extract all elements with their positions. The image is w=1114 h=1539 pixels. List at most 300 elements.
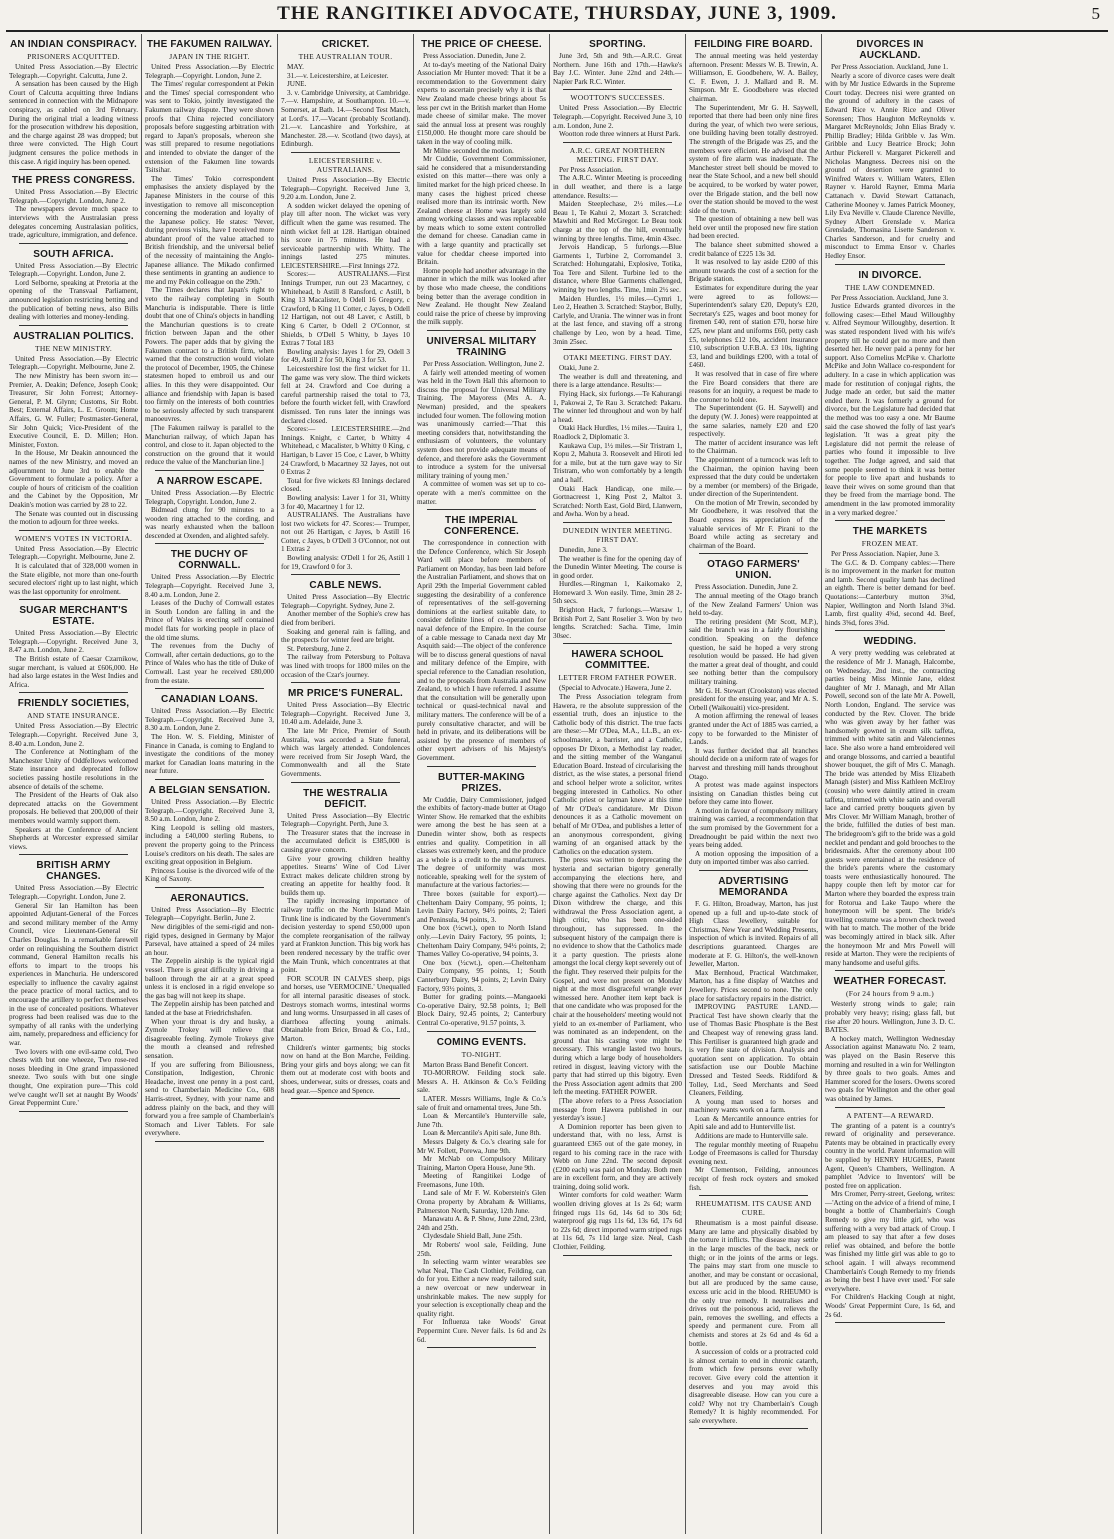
article-divider	[291, 574, 400, 575]
article-paragraph: The appointment of a turncock was left to the Chairman, the opinion having been expressed that the duty could be undertaken by a member (or members) of the Brigade, under direction of the Superintendent.	[689, 455, 818, 499]
article-paragraph: United Press Association.—By Electric Telegraph.—Copyright. Received June 3, 10 a.m. London, June 2.	[553, 104, 682, 130]
article-paragraph: Give your growing children healthy appetites. Stearns' Wine of Cod Liver Extract makes delicate children strong by creating an appetite for healthy food. It builds them up.	[281, 854, 410, 897]
article-heading: FEILDING FIRE BOARD.	[694, 39, 813, 50]
article-subheading: THE LAW CONDEMNED.	[845, 282, 935, 292]
article	[553, 649, 682, 1255]
article-paragraph: F. G. Hilton, Broadway, Marton, has just opened up a full and up-to-date stock of High Class Jewellery, suitable for Christmas, New Year and Wedding Presents, inspection of which is invited. Repairs of all descriptions guaranteed. Charges are moderate at F. G. Hilton's, the well-known Jeweller, Marton.	[689, 900, 818, 969]
article-paragraph: Loan & Mercantile's Apiti sale, June 8th.	[423, 1129, 541, 1138]
article-paragraph: United Press Association.—By Electric Telegraph.—Copyright. Received June 3, 8.47 a.m. London, June 2.	[9, 629, 138, 655]
article	[689, 39, 818, 554]
article-subheading: AND STATE INSURANCE.	[27, 711, 120, 721]
article-paragraph: One box (½cwt.), open to North Island only.—Levin Dairy Factory, 95 points, 1; Cheltenham Dairy Company, 94½ points, 2; Thames Valley Co-operative, 94 points, 3.	[417, 924, 546, 959]
article-paragraph: The regular monthly meeting of Ruapehu Lodge of Freemasons is called for Thursday evening next.	[689, 1140, 818, 1166]
article-paragraph: Mrs Cromer, Perry-street, Geelong, writes:—'Acting on the advice of a friend of mine, I bought a bottle of Chamberlain's Cough Remedy to give my little girl, who was suffering with a very bad attack of Croup. I am pleased to say that after a few doses relief was obtained, and before the bottle was finished my little girl was able to go to school again. I will always recommend Chamberlain's Cough Remedy to my friends as being the best I have ever used.' For sale everywhere.	[825, 1190, 955, 1293]
article-paragraph: It was resolved to lay aside £200 of this amount towards the cost of a section for the Brigade station.	[689, 258, 818, 284]
article-paragraph: A motion affirming the renewal of leases granted under the Act of 1885 was carried, a copy to be forwarded to the Minister of Lands.	[689, 712, 818, 747]
article-paragraph: It was resolved that in case of fire where the Fire Board considers that there are reasons for an inquiry, a request be made to the coroner to hold one.	[689, 369, 818, 404]
article-divider	[427, 1347, 536, 1348]
article-paragraph: The G.C. & D. Company cables:—There is no improvement in the market for mutton and lamb. Second quality lamb has declined an eighth. There is better demand for beef. Quotations:—Canterbury mutton 3⅝d, Napier, Wellington and North Island 3⅝d. Lamb, first quality 4⅝d, second 4d. Beef, hinds 3⅝d, fores 3⅝d.	[825, 558, 955, 627]
article-paragraph: 31.—v. Leicestershire, at Leicester.	[287, 71, 389, 80]
article-subheading: THE AUSTRALIAN TOUR.	[298, 52, 393, 61]
article-paragraph: The A.R.C. Winter Meeting is proceeding in dull weather, and there is a large attendance. Results:—	[553, 174, 682, 200]
article-paragraph: The late Mr Price, Premier of South Australia, was accorded a State funeral, which was largely attended. Condolences were received from Sir Joseph Ward, the Commonwealth and all the State Governments.	[281, 726, 410, 778]
article	[9, 860, 138, 1111]
article-divider	[291, 682, 400, 683]
article-paragraph: Bowling analysis: Laver 1 for 31, Whitty 3 for 40, Macartney 1 for 12.	[281, 493, 410, 511]
article-paragraph: 3. v. Cambridge University, at Cambridge. 7.—v. Hampshire, at Southampton. 10.—v. Somerset, at Bath. 14.—Second Test Match, at Lord's. 17.—Vacant (probably Scotland). 21.—v. Lancashire and Yorkshire, at Manchester. 28.—v. Scotland (two days), at Edinburgh.	[281, 88, 410, 149]
article-paragraph: United Press Association.—By Electric Telegraph.—Copyright. Calcutta, June 2.	[9, 63, 138, 80]
article-paragraph: United Press Association—By Electric Telegraph—Copyright. Sydney, June 2.	[281, 593, 410, 610]
article-divider	[699, 1428, 808, 1429]
article-paragraph: Maiden Steeplechase, 2½ miles.—Le Beau 1, Te Kahui 2, Mozart 3. Scratched: Mawhiti and Red McGregor. Le Beau took charge at the top of the hill, eventually winning by three lengths. Time, 4min 43sec.	[553, 200, 682, 243]
article-heading: WEDDING.	[863, 636, 917, 648]
article-divider	[19, 854, 128, 855]
article-paragraph: Three boxes (suitable for export).—Cheltenham Dairy Company, 95 points, 1; Levin Dairy Factory, 94½ points, 2; Taieri and Peninsula, 94 points, 3.	[417, 890, 546, 924]
article-paragraph: The matter of accident insurance was left to the Chairman.	[689, 438, 818, 456]
article-paragraph: A fairly well attended meeting of women was held in the Town Hall this afternoon to discuss the proposal for Universal Military Training. The Mayoress (Mrs A. A. Newman) presided, and the speakers included four women. The following motion was unanimously carried:—'That this meeting considers that, notwithstanding the enthusiasm of volunteers, the voluntary system does not provide adequate means of defence, and therefore asks the Government to introduce a system for the universal military training of young men.'	[417, 368, 546, 480]
article-paragraph: United Press Association.—By Electric Telegraph—Copyright. Received June 3, 8.40 a.m. London, June 2.	[145, 573, 274, 599]
article-subheading: WOMEN'S VOTES IN VICTORIA.	[14, 533, 133, 543]
article	[281, 39, 410, 153]
article-divider	[19, 169, 128, 170]
article-heading: CRICKET.	[321, 39, 370, 50]
article-paragraph: The weather is fine for the opening day of the Dunedin Winter Meeting. The course is in good order.	[553, 554, 682, 580]
article-paragraph: For Influenza take Woods' Great Peppermint Cure. Never fails. 1s 6d and 2s 6d.	[417, 1318, 546, 1344]
article	[825, 1111, 955, 1324]
article-paragraph: A Dominion reporter has been given to understand that, with no less, Arnst is guaranteed £365 out of the gate money, in regard to his coming race in the race with Webb on June 22nd. The second deposit (£200 each) was paid on Monday. Both men are in excellent form, and they are actively training, doing solid work.	[553, 1122, 682, 1191]
article-divider	[155, 779, 264, 780]
article	[417, 1037, 546, 1349]
article-paragraph: One box (½cwt.), open.—Cheltenham Dairy Company, 95 points, 1; South Canterbury Dairy, 94 points, 2; Levin Dairy Factory, 93½ points, 3.	[417, 958, 546, 993]
article-paragraph: New dirigibles of the semi-rigid and non-rigid types, designed in Germany by Major Parseval, have attained a speed of 24 miles an hour.	[145, 923, 274, 957]
article-divider	[19, 243, 128, 244]
article-paragraph: In selecting warm winter wearables see what Neal, The Cash Clothier, Feilding, can do for you. Either a new ready tailored suit, a new overcoat or new underwear in unshrinkable makes. The new supply for your selection is exceptionally cheap and the quality right.	[417, 1258, 546, 1318]
article-paragraph: The annual meeting was held yesterday afternoon. Present: Messrs W. B. Trewin, A. Williamson, E. Goodbehere, W. A. Bailey, C. F. Ewen, J. J. Mallard and R. M. Simpson. Mr E. Goodbehere was elected chairman.	[689, 52, 818, 103]
article-divider	[563, 349, 672, 350]
article-paragraph: June 3rd, 5th and 9th.—A.R.C. Great Northern. June 16th and 17th.—Hawke's Bay J.C. Winter. June 22nd and 24th.—Napier Park R.C. Winter.	[553, 52, 682, 86]
article-paragraph: The Zeppelin airship has been patched and landed at the base at Friedrichshafen.	[145, 1000, 274, 1017]
article-paragraph: The question of obtaining a new bell was held over until the proposed new fire station had been erected.	[689, 215, 818, 241]
article-paragraph: The railway from Petersburg to Poltava was lined with troops for 1800 miles on the occasion of the Czar's journey.	[281, 653, 410, 679]
article-paragraph: United Press Association.—By Electric Telegraph.—Copyright. London, June 2.	[9, 261, 138, 279]
article-paragraph: Loan & Mercantile's Hunterville sale, June 7th.	[417, 1112, 546, 1129]
article-paragraph: For Children's Hacking Cough at night, Woods' Great Peppermint Cure, 1s 6d, and 2s 6d.	[825, 1293, 955, 1319]
article-paragraph: United Press Association.—By Electric Telegraph.—Copyright. Received June 3, 8.30 a.m. London, June 2.	[145, 707, 274, 733]
article-paragraph: Two lovers with one evil-same cold, Two chests with but one wheeze, Two rose-red noses bleeding in One grand impassioned sneeze. Two souls with but one single thought, One expiration pure—'This cold we've caught we'll set at naught By Woods' Great Peppermint Cure.'	[9, 1047, 138, 1108]
article-paragraph: If you are suffering from Biliousness, Constipation, Indigestion, Chronic Headache, invest one penny in a post card, send to Chamberlain Medicine Co., 608 Harris-street, Sydney, with your name and address plainly on the back, and they will forward you a free sample of Chamberlain's Stomach and Liver Tablets. For sale everywhere.	[145, 1060, 274, 1138]
article-paragraph: United Press Association.—By Electric Telegraph.—Copyright. London, June 2.	[145, 63, 274, 80]
article-paragraph: The weather is dull and threatening, and there is a large attendance. Results:—	[553, 372, 682, 390]
article	[281, 788, 410, 1100]
article-paragraph: (Special to Advocate.) Hawera, June 2.	[559, 684, 672, 693]
article-paragraph: Mr Clementson, Feilding, announces receipt of fresh rock oysters and smoked fish.	[689, 1166, 818, 1192]
newspaper-title: THE RANGITIKEI ADVOCATE, THURSDAY, JUNE 3, 1909.	[277, 3, 837, 24]
article-paragraph: Mr Roberts' wool sale, Feilding, June 25th.	[417, 1241, 546, 1258]
article-paragraph: The revenues from the Duchy of Cornwall, after certain deductions, go to the Prince of Wales who has the title of Duke of Cornwall. Last year he received £80,000 from the estate.	[145, 642, 274, 685]
article-paragraph: Per Press Association. Auckland, June 3.	[831, 293, 948, 302]
article-heading: FRIENDLY SOCIETIES,	[17, 698, 130, 710]
article-paragraph: AUSTRALIANS. The Australians have lost two wickets for 47. Scores:— Trumper, not out 26 Hartigan, c Jayes, b Astill 16 Cotter, c Jayes, b O'Dell 3 O'Connor, not out 1 Extras 2	[281, 511, 410, 554]
article-paragraph: The Times' Tokio correspondent emphasises the anxiety displayed by the Japanese Ministers in the course of this investigation to remove all misconception concerning the moderation and loyalty of the Japanese policy. He states: 'Never, during previous visits, have I received more abundant proof of the value attached to British friendship, and the universal belief of the necessity of maintaining the Anglo-Japanese alliance. The Mikado confirmed these sentiments in granting an audience to me and my Pekin colleague on the 29th.'	[145, 174, 274, 286]
article	[281, 688, 410, 782]
article-divider	[155, 1141, 264, 1142]
article-paragraph: [The above refers to a Press Association message from Hawera published in our yesterday's issue.]	[553, 1096, 682, 1123]
article-heading: A NARROW ESCAPE.	[156, 475, 263, 487]
article	[145, 476, 274, 545]
article-paragraph: Press Association. Dunedin, June 2.	[423, 52, 526, 60]
article-paragraph: Leases of the Duchy of Cornwall estates in South London are falling in and the Prince of Wales is erecting self contained model flats for working people in place of the old time slums.	[145, 599, 274, 642]
article-paragraph: A sodden wicket delayed the opening of play till after noon. The wicket was very difficult when the game was resumed. The ninth wicket fell at 128. Hartigan obtained his score in 75 minutes. He had a serviceable partnership with Whitty. The innings lasted 275 minutes. LEICESTERSHIRE.—First Innings 272.	[281, 201, 410, 270]
article-divider	[19, 599, 128, 600]
article-paragraph: Per Press Association. Wellington, June 2.	[423, 360, 545, 368]
article-paragraph: The Senate was counted out in discussing the motion to adjourn for three weeks.	[9, 509, 138, 527]
article-divider	[835, 1322, 945, 1323]
article-paragraph: St. Petersburg, June 2.	[287, 644, 352, 653]
article-paragraph: Otaki Hack Hurdles, 1½ miles.—Tauira 1, Roadlock 2, Diplomatic 3.	[553, 424, 682, 441]
article-paragraph: Land sale of Mr F. W. Koberstein's Glen Orona property by Abraham & Williams, Palmerston North, Saturday, 12th June.	[417, 1189, 546, 1215]
article	[9, 175, 138, 244]
news-column	[686, 34, 822, 1534]
article-paragraph: Press Association. Dunedin, June 2.	[695, 583, 798, 592]
article	[825, 526, 955, 631]
article-paragraph: LATER. Messrs Williams, Ingle & Co.'s sale of fruit and ornamental trees, June 5th.	[417, 1094, 546, 1112]
article-paragraph: Winter comforts for cold weather: Warm woollen driving gloves at 1s 2s 6d; warm fringed rugs 11s 6d, 14s 6d to 30s 6d; waterproof gig rugs 11s 6d, 13s 6d, 17s 6d to 22s 6d; direct imported warm striped rugs at 11s 6d, 7s 11d large size. Neal, Cash Clothier, Feilding.	[553, 1191, 682, 1252]
article-divider	[19, 325, 128, 326]
news-column	[822, 34, 958, 1534]
article-paragraph: United Press Association.—By Electric Telegraph.—Copyright. Received June 3, 8.40 a.m. London, June 2.	[9, 722, 138, 748]
article-heading: THE PRESS CONGRESS.	[11, 175, 136, 187]
article-paragraph: Loan & Mercantile announce entries for Apiti sale and add to Hunterville list.	[689, 1114, 818, 1132]
article-paragraph: A motion in favour of compulsory military training was carried, a recommendation that the sum promised by the Government for a Dreadnought be paid within the next two years being added.	[689, 806, 818, 850]
article-paragraph: The Hon. W. S. Fielding, Minister of Finance in Canada, is coming to England to investigate the conditions of the money market for Canadian loans maturing in the near future.	[145, 732, 274, 776]
article-divider	[19, 692, 128, 693]
article-paragraph: Messrs Dalgety & Co.'s clearing sale for Mr W. Follett, Porewa, June 9th.	[417, 1137, 546, 1155]
article-divider	[699, 553, 808, 554]
article-paragraph: Mr G. H. Stewart (Crookston) was elected president for the ensuing year, and Mr A. S. Orbell (Waikouaiti) vice-president.	[689, 686, 818, 712]
article	[9, 698, 138, 855]
article-paragraph: The Zeppelin airship is the typical rigid vessel. There is great difficulty in driving a balloon through the air at a great speed unless it is enclosed in a rigid envelope so the gas bag will not keep its shape.	[145, 957, 274, 1000]
article-paragraph: Home people had another advantage in the manner in which the milk was looked after by those who made cheese, the conditions being better than the average condition in New Zealand. He thought New Zealand could raise the price of cheese by improving the milk supply.	[417, 266, 546, 327]
article-paragraph: United Press Association.—By Electric Telegraph.—Copyright. London, June 2.	[9, 884, 138, 901]
article-paragraph: Per Press Association.	[559, 165, 623, 174]
article-heading: IN DIVORCE.	[858, 269, 922, 281]
article	[9, 534, 138, 601]
article-paragraph: JUNE.	[287, 80, 307, 89]
article-paragraph: The Times declares that Japan's right to veto the railway completing in South Manchuria is indisputable. There is little doubt that one of China's objects in handling the Manchurian questions is to create friction between Japan and the other Powers. The paper adds that by giving the Fakumen contract to a British firm, when warned that the construction would violate the protocol of December, 1905, the Chinese statesmen hoped to embroil us and our allies. In this they were disappointed. Our alliance and friendship with Japan is based too firmly on the interests of both countries to be seriously affected by such transparent manoeuvres.	[145, 286, 274, 424]
article-divider	[291, 1098, 400, 1099]
article-heading: OTAGO FARMERS' UNION.	[707, 559, 800, 582]
article-paragraph: Maiden Hurdles, 1½ miles.—Cymri 1, Leo 2, Heathen 3. Scratched: Staybor, Bully, Carlyle, and Urania. The winner was in front at the last fence, and staving off a strong challenge by Leo, won by a head. Time, 3min 25sec.	[553, 294, 683, 346]
article-divider	[835, 520, 945, 521]
masthead	[6, 0, 1108, 32]
article-paragraph: In the House, Mr Deakin announced the names of the new Ministry, and moved an adjournment to June 3rd to enable the Government to formulate a policy. After a couple of hours of criticism of the coalition and the Cabinet by the Opposition, Mr Deakin's motion was carried by 28 to 22.	[9, 449, 138, 509]
article-paragraph: A very pretty wedding was celebrated at the residence of Mr J. Managh, Halcombe, on Wednesday, 2nd inst., the contracting parties being Miss Minnie Jane, eldest daughter of Mr J. Managh, and Mr Allan Powell, second son of the late Mr A. Powell, North London, England. The service was conducted by the Rev. Clover. The bride who was given away by her father was handsomely gowned in cream silk taffeta, trimmed with white satin and Valenciennes lace. She also wore a hand embroidered veil and orange blossoms, and carried a beautiful shower bouquet, the gift of Mrs C. Managh. The bride was attended by Miss Elizabeth Managh (sister) and Miss Kathleen McElroy (cousin) who were daintily attired in cream taffeta, trimmed with white satin and overall lace and carried pretty bouquets given by Mrs Clover. Mr William Managh, brother of the bride, fulfilled the duties of best man. The bridegroom's gift to the bride was a gold necklet and pendant and gold brooches to the bridesmaids. After the ceremony about 100 guests were entertained at the residence of the bride's parents where the customary toasts were enthusiastically honoured. The happy couple then left by motor car for Marton where they boarded the express train for Rotorua and Lake Taupo where the honeymoon will be spent. The bride's travelling costume was a brown check tweed with hat to match. The mother of the bride was becomingly attired in black silk. After the honeymoon Mr and Mrs Powell will reside at Marton. They were the recipients of many handsome and useful gifts.	[825, 649, 955, 967]
article-heading: THE PRICE OF CHEESE.	[421, 39, 542, 50]
article	[281, 580, 410, 683]
article-divider	[427, 1031, 536, 1032]
article-divider	[563, 142, 672, 143]
article	[145, 39, 274, 471]
article-subheading: (For 24 hours from 9 a.m.)	[846, 989, 934, 999]
article-heading: MR PRICE'S FUNERAL.	[287, 688, 404, 700]
article-divider	[563, 643, 672, 644]
article-subheading: THE NEW MINISTRY.	[34, 343, 113, 353]
article-heading: BRITISH ARMY CHANGES.	[36, 860, 111, 883]
article-paragraph: United Press Association—By Electric Telegraph—Copyright. Received June 3, 10.40 a.m. Adelaide, June 3.	[281, 701, 410, 727]
article-subheading: DUNEDIN WINTER MEETING. FIRST DAY.	[562, 525, 673, 544]
article-heading: THE MARKETS	[852, 526, 928, 538]
article-heading: AUSTRALIAN POLITICS.	[13, 330, 134, 342]
article-subheading: FROZEN MEAT.	[861, 539, 919, 549]
article-divider	[427, 330, 536, 331]
article-heading: SUGAR MERCHANT'S ESTATE.	[19, 605, 128, 628]
article-paragraph: A hockey match, Wellington Wednesday Association against Manawatu No. 2 team, was played on the Basin Reserve this morning and resulted in a win for Wellington by three goals to two goals. Ames and Hammer scored for the losers. Owens scored two goals for Wellington and the other goal was obtained by James.	[825, 1034, 955, 1103]
article-paragraph: MAY.	[287, 63, 304, 71]
article	[417, 515, 546, 766]
article-paragraph: When your throat is dry and husky, a Zymole Trokey will relieve that disagreeable feeling. Zymole Trokeys give the mouth a cleansed and refreshed sensation.	[145, 1017, 274, 1060]
article-subheading: WOOTTON'S SUCCESSES.	[570, 93, 665, 103]
article-paragraph: United Press Association—By Electric Telegraph—Copyright. Received June 3, 9.20 a.m. London, June 2.	[281, 175, 410, 202]
article-subheading: TO-NIGHT.	[461, 1049, 502, 1059]
article-paragraph: The new Ministry has been sworn in:—Premier, A. Deakin; Defence, Joseph Cook; Treasurer, Sir John Forrest; Attorney-General, P. M. Glynn; Customs, Sir Robt. Best; External Affairs, L. E. Groom; Home Affairs, G. W. Fuller; Postmaster-General, Sir John Quick; Vice-President of the Executive Council, E. D. Millen; Hon. Minister, Foxton.	[9, 372, 138, 449]
article-paragraph: The Conference at Nottingham of the Manchester Unity of Oddfellows welcomed State insurance and deprecated follow societies passing hostile resolutions in the absence of details of the scheme.	[9, 748, 138, 791]
article-paragraph: Nearly a score of divorce cases were dealt with by Mr Justice Edwards in the Supreme Court today. Decrees nisi were granted on the ground of adultery in the cases of Edward Rice v. Annie Rice and Oliver Sorensen; Thos Haughton McReynolds v. Margaret McReynolds; John Elias Brady v. Phillip Bradley; Hilda Gribble v. Jas Wm. Gribble and Lucy Beatrice Brock; John Arthur Pickerell v. Margaret Pickerell and Nicholas Mangness. Decrees nisi on the ground of desertion were granted to Winifred Waters v. William Waters, Ellen Rayner v. Harold Rayner, Emma Maria Cattanach v. David Stewart Cattanach, Catherine Mooney v. James Patrick Mooney, Lily Eva Neville v. Claude Clarence Neville, Sydney Albert Grenslade v. Marica Grenslade, Thomasina Lisette Sanderson v. Charles Sanderson, and for cruelty and misconduct to Emma Ensor v. Charles Hedley Ensor.	[825, 71, 955, 261]
article-paragraph: TO-MORROW. Feilding stock sale. Messrs A. H. Atkinson & Co.'s Feilding sale.	[417, 1069, 546, 1095]
article-paragraph: Another member of the Sophie's crew has died from beriberi.	[281, 610, 410, 628]
article-paragraph: Justice Edwards granted divorces in the following cases:—Ethel Maud Willoughby v. Alfred Seymour Willoughby, desertion. It was stated respondent lived with his wife's property till he could get no more and then deserted her. He never paid a penny for her support. Also Cornelius McPike v. Charlotte McPike and John Wallace co-respondent for adultery. In a case in which application was made for restitution of conjugal rights, the Judge made an order, but said the matter ended there. It was formerly a ground for divorce, but the Legislature had decided that the method was too easy a one. Mr Baume said the case showed the folly of last year's legislation. 'It was a great pity the Legislature did not permit the release of parties who found it impossible to live together. The Judge agreed, and said that some people seemed to think it was better for people to live apart and husbands to leave their wives on some ground than that they be freed from the marriage bond. The amendment in the law promoted immorality in a very marked degree.'	[825, 302, 955, 517]
article-heading: HAWERA SCHOOL COMMITTEE.	[571, 649, 664, 672]
article	[417, 39, 546, 331]
article-paragraph: Manawatu A. & P. Show, June 22nd, 23rd, 24th and 25th.	[417, 1215, 546, 1232]
article-heading: THE DUCHY OF CORNWALL.	[170, 549, 249, 572]
article-paragraph: Princess Louise is the divorced wife of the King of Saxony.	[145, 866, 274, 884]
article	[553, 353, 682, 523]
article-divider	[835, 970, 945, 971]
article-paragraph: Bowling analysis: O'Dell 1 for 26, Astill 1 for 19, Crawford 0 for 3.	[281, 554, 410, 571]
article-paragraph: A sensation has been caused by the High Court of Calcutta acquitting three Indians sentenced in connection with the Midnapore conspiracy, as cabled on 3rd February. During the original trial a leading witness for the prosecution withdrew his deposition, and the charge against 28 was dropped; but three were convicted. The High Court judgment censures the police methods in this case. A rigid inquiry has been opened.	[9, 80, 138, 166]
article	[145, 549, 274, 689]
news-columns	[6, 34, 1108, 1534]
article-subheading: RHEUMATISM. ITS CAUSE AND CURE.	[695, 1199, 812, 1218]
article-heading: THE IMPERIAL CONFERENCE.	[444, 515, 519, 538]
article-paragraph: Otaki Hack Handicap, one mile.—Gortnacreest 1, King Post 2, Maltot 3. Scratched: North East, Gold Bird, Llanwern, and Awha. Won by a head.	[553, 484, 682, 519]
article-paragraph: On the motion of Mr Trewin, seconded by Mr Goodbehere, it was resolved that the Board express its appreciation of the valuable services of Mr F. Pirani to the Board while acting as secretary and chairman of the Board.	[689, 498, 818, 550]
article-divider	[835, 630, 945, 631]
article-paragraph: Bowling analysis: Jayes 1 for 29, Odell 3 for 49, Astill 2 for 50, King 3 for 53.	[281, 347, 410, 365]
article-subheading: OTAKI MEETING. FIRST DAY.	[563, 353, 672, 363]
page-number: 5	[1091, 4, 1100, 23]
article-paragraph: Mr McNab on Compulsory Military Training, Marton Opera House, June 9th.	[417, 1155, 546, 1172]
article-paragraph: Estimates for expenditure during the year were agreed to as follows:—Superintendent's salary £20, Deputy's £20, Secretary's £25, wages and boot money for firemen £40, rent of station £70, horse hire £25, new plant and uniforms £60, petty cash £5, telephones £12 10s, accident insurance £10, subscription U.F.B.A. £3 10s, lighting £3, land and buildings £200, with a total of £460.	[689, 284, 818, 370]
article-paragraph: The Superintendent (G. H. Saywell) and the deputy (W. J. Jones) were reappointed at the same salaries, namely £20 and £20 respectively.	[689, 404, 818, 439]
article-heading: AERONAUTICS.	[170, 892, 249, 904]
article	[9, 331, 138, 531]
article-paragraph: The Superintendent, Mr G. H. Saywell, reported that there had been only nine fires during the year, of which two were serious, one building having been totally destroyed. The strength of the Brigade was 25, and the members were efficient. He advised that the system of fire alarm was inadequate. The Manchester street bell should be moved to near the State School, and a new bell should be acquired, to be worked by water power, over the Brigade station, and the bell now over the station should be moved to the west side of the town.	[689, 103, 818, 215]
article-paragraph: The correspondence in connection with the Defence Conference, which Sir Joseph Ward will place before members of Parliament on Monday, has been laid before the Australian Parliament, and shows that on April 29th the Imperial Government cabled suggesting the desirability of a conference of representatives of the self-governing dominions at the earliest suitable date, to consider definite lines of co-operation for naval defence of the Empire. In the course of a cable message to Canada next day Mr Asquith said:—The object of the conference will be to discuss general questions of naval and military defence of the Empire, with special reference to the Canadian resolution, and to the proposals from Australia and New Zealand, to which I have referred. I assume that the consultation will be generally upon technical or quasi-technical naval and military matters. The conference will be of a purely consultative character, and will be held in private, and its deliberations will be assisted by the presence of members of other expert advisers of his Majesty's Government.	[417, 539, 546, 762]
article-paragraph: United Press Association.—By Electric Telegraph.—Copyright. London, June 2.	[9, 188, 138, 205]
article-paragraph: The Press Association telegram from Hawera, re the absolute suppression of the essential truth, does an injustice to the Catholic body of this district. The true facts are these:—Mr O'Dea, M.A., LL.B., an ex-schoolmaster, a barrister, and a Catholic, opposes Dr Dixon, a Methodist lay reader, and the sitting member of the Wanganui Education Board. Instead of circularising the district, as the wise states, a personal friend and school helper wrote a solicitor, writes begging interested in Catholics. No other Catholic priest or layman knew at this time of Mr O'Dea's candidature. Mr Dixon denounces it as a Catholic movement on behalf of Mr O'Dea, and publishes a letter of an anonymous correspondent, giving warning of an organised attack by the Catholics on the education system.	[553, 693, 682, 856]
article-subheading: PRISONERS ACQUITTED.	[27, 52, 120, 61]
article-paragraph: Soaking and general rain is falling, and the prospects for winter feed are bright.	[281, 627, 410, 645]
article-heading: THE WESTRALIA DEFICIT.	[303, 787, 388, 810]
article-paragraph: A committee of women was set up to co-operate with a men's committee on the matter.	[417, 480, 546, 506]
news-column	[142, 34, 278, 1534]
article-paragraph: Hurdles.—Ringman 1, Kaikomako 2, Homeward 3. Won easily. Time, 3min 28 2-5th secs.	[553, 580, 682, 606]
article-paragraph: A young man used to horses and machinery wants work on a farm.	[689, 1097, 818, 1115]
article	[9, 249, 138, 326]
article-paragraph: Flying Hack, six furlongs.—Te Kahurangi 1, Pakowai 2, Te Rau 3. Scratched: Pakaru. The winner led throughout and won by half a head.	[553, 390, 682, 424]
article-divider	[155, 688, 264, 689]
article-paragraph: It was further decided that all branches should decide on a uniform rate of wages for harvest and threshing mill hands throughout Otago.	[689, 746, 818, 781]
article-paragraph: Per Press Association. Napier, June 3.	[831, 550, 940, 559]
article-paragraph: Max Bernhoud, Practical Watchmaker, Marton, has a fine display of Watches and Jewellery. Prices second to none. The only place for satisfactory repairs in the district.	[689, 968, 818, 1003]
article-paragraph: The President of the Hearts of Oak also deprecated attacks on the Government proposals. He believed that 200,000 of their members would warmly support them.	[9, 791, 138, 825]
article-heading: THE FAKUMEN RAILWAY.	[146, 39, 273, 50]
article-paragraph: Kaukawa Cup, 1½ miles.—Sir Tristram 1, Kopu 2, Mahuta 3. Roosevelt and Hiroti led for a mile, but at the turn gave way to Sir Tristram, who won comfortably by a length and a half.	[553, 441, 682, 484]
article-heading: UNIVERSAL MILITARY TRAINING	[426, 336, 537, 358]
article-paragraph: Speakers at the Conference of Ancient Shepherds at Worcester expressed similar views.	[9, 825, 138, 851]
article-paragraph: Clydesdale Shield Ball, June 25th.	[423, 1232, 523, 1241]
article	[689, 559, 818, 871]
article-paragraph: The press was written to deprecating the hysteria and sectarian bigotry generally accompanying the elections here, and showing that there were no grounds for the charge against the Catholics. Next day Dr Dixon withdrew the charge, and this withdrawal the Press Association agent, a high critic, who has been one-sided throughout, has suppressed. In the subsequent history of the campaign there is no evidence to show that the Catholics made it a party question. The priests alone amongst the local clergy kept severely out of the fight. They reserved their pulpits for the Gospel, and were not present on Monday night at the most disgraceful wrangle ever witnessed here. Another item kept back is that one candidate who was proposed for the chair at the householders' meeting would not yield to an ex-member of Parliament, who was nominated as an independent, on the ground that his casting vote might be necessary. This wrangle lasted two hours, during which a large body of householders retired in disgust, leaving victory with the party that had stirred up this bigotry. Even the Press Association agent admits that 200 left the meeting. FATHER POWER.	[553, 856, 683, 1097]
article-paragraph: The rapidly increasing importance of railway traffic on the North Island Main Trunk line is indicated by the Government's decision yesterday to spend £50,000 upon the complete reorganisation of the railway yard at Frankton Junction. This big work has been rendered necessary by the traffic over the Main Trunk, which concentrates at that point.	[281, 897, 410, 975]
article-heading: CANADIAN LOANS.	[161, 694, 258, 706]
article-divider	[563, 1255, 672, 1256]
article-subheading: JAPAN IN THE RIGHT.	[169, 52, 250, 61]
news-column	[414, 34, 550, 1534]
article-paragraph: Mr Cuddie, Dairy Commissioner, judged the exhibits of factory-made butter at Otago Winter Show. He remarked that the exhibits were among the best he has seen at a Dunedin winter show, both as respects entries and quality. Competition in all classes was extremely keen, and the produce as a whole is a credit to the manufacturers. The degree of uniformity was most noticeable, speaking well for the system of manufacture at the various factories:—	[417, 795, 546, 890]
article-subheading: A.R.C. GREAT NORTHERN MEETING. FIRST DAY.	[569, 145, 666, 164]
article-divider	[427, 766, 536, 767]
article-divider	[19, 530, 128, 531]
article-paragraph: The British estate of Caesar Czarnikow, sugar merchant, is valued at £606,000. He had also large estates in the West Indies and Africa.	[9, 655, 138, 689]
article	[417, 336, 546, 510]
article-heading: AN INDIAN CONSPIRACY.	[10, 39, 137, 50]
news-column	[550, 34, 686, 1534]
article-subheading: LETTER FROM FATHER POWER.	[558, 673, 677, 683]
news-column	[278, 34, 414, 1534]
article-paragraph: Scores:— AUSTRALIANS.—First Innings Trumper, run out 23 Macartney, c Whitehead, b Astill 8 Ransford, c Astill, b King 13 Macalister, b Odell 16 Gregory, c Crawford, b King 11 Cotter, c Jayes, b Odell 12 Hartigan, not out 48 Laver, c Astill, b King 6 Carter, b Odell 2 O'Connor, st Shields, b O'Dell 5 Whitty, b Jayes 10 Extras 7 Total 183	[281, 270, 410, 348]
article-divider	[835, 1107, 945, 1108]
article-paragraph: Leicestershire lost the first wicket for 11. The game was very slow. The third wickets fell at 24. Crawford and Coe during a careful partnership raised the total to 73, before the fourth wicket fell, with Crawford dismissed. Ten runs later the innings was declared closed.	[281, 365, 410, 425]
article-subheading: A PATENT—A REWARD.	[846, 1110, 934, 1120]
article-paragraph: Scores:— LEICESTERSHIRE.—2nd Innings. Knight, c Carter, b Whitty 4 Whitehead, c Macalister, b Whitty 0 King, c Hartigan, b Laver 15 Coe, c Laver, b Whitty 24 Crawford, b Macartney 32 Jayes, not out 0 Extras 2	[281, 425, 410, 477]
article-paragraph: General Sir Ian Hamilton has been appointed Adjutant-General of the Forces and second military member of the Army Council, vice Lieutenant-General Sir Charles Douglas. In a remarkable farewell order on relinquishing the Southern district command, General Hamilton recalls his efforts to impart to the troops his experiences in Manchuria. He underscored especially to influence the cavalry against the peace practice of moral tactics, and to encourage the artillery to perfect themselves in the use of concealed positions. Whatever progress had been realised was due to the sympathy of all ranks with the underlying aim, namely, preparedness and efficiency for war.	[9, 901, 138, 1048]
article-heading: ADVERTISING MEMORANDA	[718, 876, 789, 899]
article-heading: CABLE NEWS.	[309, 580, 382, 592]
article-paragraph: IMPROVING PASTURE LAND.—Practical Test have shown clearly that the use of Thomas Basic Phosphate is the Best and Cheapest way of renewing grass land. This Fertiliser is guaranteed high grade and is very fine state of division. Analysis and quotation sent on application. To obtain satisfaction use our Double Machine Dressed and Tested Seeds. Riddiford & Tolley, Ltd., Seed Merchants and Seed Cleaners, Feilding.	[689, 1003, 818, 1098]
article-paragraph: United Press Association.—By Electric Telegraph.—Copyright. Melbourne, June 2.	[9, 544, 138, 562]
article	[825, 39, 955, 265]
article	[553, 39, 682, 90]
article-paragraph: United Press Association.—By Electric Telegraph.—Copyright. Melbourne, June 2.	[9, 354, 138, 372]
article-heading: SPORTING.	[589, 39, 646, 50]
article-heading: COMING EVENTS.	[436, 1036, 527, 1048]
article-heading: A BELGIAN SENSATION.	[148, 784, 271, 796]
article-paragraph: A succession of colds or a protracted cold is almost certain to end in chronic catarrh, from which few persons ever wholly recover. Give every cold the attention it deserves and you may avoid this disagreeable disease. How can you cure a cold? Why not try Chamberlain's Cough Remedy? It is highly recommended. For sale everywhere.	[689, 1348, 818, 1425]
article-divider	[291, 152, 400, 153]
article-paragraph: Jervois Handicap, 5 furlongs.—Blue Garments 1, Turbine 2, Corromandel 3. Scratched: Hohungatahi, Explosive, Totika, Toa Tere and Silent. Turbine led to the distance, where Blue Garments challenged, winning by two lengths. Time, 1min 2½ sec.	[553, 243, 682, 295]
article-paragraph: A motion opposing the imposition of a duty on imported timber was also carried.	[689, 849, 818, 867]
article-paragraph: King Leopold is selling old masters, including a £40,000 sterling Rubens, to prevent the property going to the Princess Louise's creditors on his death. The sales are exciting great opposition in Belgium.	[145, 823, 274, 867]
article-paragraph: The annual meeting of the Otago branch of the New Zealand Farmers' Union was held to-day.	[689, 592, 818, 618]
article-paragraph: Butter for grading points.—Mangaoeki Co-operative Dairy, 92.58 points, 1; Bell Block Dairy, 92.45 points, 2; Canterbury Central Co-operative, 91.57 points, 3.	[417, 993, 546, 1027]
article-divider	[155, 543, 264, 544]
article-heading: WEATHER FORECAST.	[833, 976, 947, 988]
article	[9, 39, 138, 170]
article-subheading: LEICESTERSHIRE v. AUSTRALIANS.	[308, 155, 383, 174]
article	[145, 893, 274, 1142]
article	[145, 785, 274, 888]
article-heading: BUTTER-MAKING PRIZES.	[437, 771, 526, 794]
article-heading: DIVORCES IN AUCKLAND.	[856, 39, 924, 61]
article-paragraph: Mr Milne seconded the motion.	[423, 146, 514, 155]
article-paragraph: FOR SCOUR IN CALVES sheep, pigs and horses, use 'VERMOCINE.' Unequalled for all internal parasitic diseases of stock. Destroys stomach worms, intestinal worms and lung worms. Unsurpassed in all cases of diarrhoea affecting young animals. Obtainable from Brice, Broad & Co., Ltd., Marton.	[281, 974, 410, 1043]
article	[417, 772, 546, 1032]
news-column	[6, 34, 142, 1534]
article	[553, 526, 682, 645]
article-paragraph: The balance sheet submitted showed a credit balance of £225 13s 3d.	[689, 241, 818, 258]
article-paragraph: It is calculated that of 328,000 women in the State eligible, not more than one-fourth secured electors' right up to last night, which was the last opportunity for enrolment.	[9, 561, 138, 596]
article-paragraph: At to-day's meeting of the National Dairy Association Mr Hunter moved: That it be a recommendation to the Government dairy experts to ascertain precisely why it is that New Zealand made cheese brings about 5s less per cwt in the British market than Home made cheese of similar make. The mover said the annual loss at present was roughly £150,000. He thought more care should be taken in the way of cooling milk.	[417, 60, 546, 146]
article-paragraph: Bidmead clung for 90 minutes to a wooden ring attached to the cording, and was nearly exhausted when the balloon descended at Oxenden, and alighted safely.	[145, 506, 274, 540]
article	[553, 146, 682, 350]
article	[825, 636, 955, 971]
article	[825, 976, 955, 1107]
article-divider	[699, 1195, 808, 1196]
article	[553, 93, 682, 142]
article-divider	[19, 1111, 128, 1112]
article-paragraph: Marton Brass Band Benefit Concert.	[423, 1060, 529, 1069]
article-divider	[563, 89, 672, 90]
article-paragraph: Dunedin, June 3.	[559, 545, 608, 554]
article	[145, 694, 274, 780]
article-paragraph: Rheumatism is a most painful disease. Many are lame and physically disabled by the torture it inflicts. The disease may settle in the large muscles of the back, neck or thigh; or in the joints of the arms or legs. The pains may start from one muscle to another, and may be constant or occasional, but all are produced by the same cause, excess uric acid in the blood. RHEUMO is the only true remedy. It neutralises and drives out the poisonous acid, relieves the pain, removes the swelling, and effects a speedy and permanent cure. From all chemists and stores at 2s 6d and 4s 6d a bottle.	[689, 1219, 818, 1348]
article-divider	[291, 782, 400, 783]
article-paragraph: The retiring president (Mr Scott, M.P.), said the branch was in a fairly flourishing condition. Speaking on the defence question, he said he hoped a very strong resolution would be passed. He had given the matter a great deal of thought, and could see nothing better than the compulsory military training.	[689, 617, 818, 686]
article-paragraph: United Press Association.—By Electric Telegraph, Copyright. London, June 2.	[145, 488, 274, 506]
article-paragraph: A protest was made against inspectors insisting on Canadian thistles being cut before they came into flower.	[689, 781, 818, 807]
article-paragraph: United Press Association.—By Electric Telegraph.—Copyright. Received June 3, 8.50 a.m. London, June 2.	[145, 797, 274, 824]
article-paragraph: The newspapers devote much space to interviews with the Australasian press delegates concerning Australasian politics, trade, agriculture, immigration, and defence.	[9, 205, 138, 240]
article-paragraph: [The Fakumen railway is parallel to the Manchurian railway, of which Japan has control, and close to it. Japan objected to the construction on the ground that it would reduce the value of the Manchurian line.]	[145, 423, 274, 467]
article-divider	[563, 522, 672, 523]
article-paragraph: Per Press Association. Auckland, June 1.	[831, 63, 948, 71]
article-paragraph: Mr Cuddie, Government Commissioner, said he considered that a misunderstanding existed on this matter—there was only a limited market for the high priced cheese. In many cases the highest priced cheese realised more than its intrinsic worth. New Zealand cheese at Home was largely sold among working classes and was replaceable by meats which to some extent controlled the demand for cheese. Canadian came in with a large quantity and practically set value for cheddar cheese imported into Britain.	[417, 155, 546, 267]
article	[9, 605, 138, 693]
article-paragraph: Lord Selborne, speaking at Pretoria at the opening of the Transvaal Parliament, announced legislation restricting betting and the publication of betting news, also Bills dealing with lotteries and money-lending.	[9, 278, 138, 322]
article	[825, 270, 955, 521]
article-paragraph: The Treasurer states that the increase in the accumulated deficit is £385,000 is causing grave concern.	[281, 828, 410, 854]
article-paragraph: United Press Association—By Electric Telegraph—Copyright. Berlin, June 2.	[145, 905, 274, 923]
article-divider	[155, 470, 264, 471]
article-paragraph: Otaki, June 2.	[559, 364, 599, 373]
article-paragraph: Westerly strong winds to gale; rain probably very heavy; rising; glass fall, but rise after 20 hours. Wellington, June 3. D. C. BATES.	[825, 1000, 955, 1035]
article-paragraph: Meeting of Rangitikei Lodge of Freemasons, June 10th.	[417, 1172, 546, 1189]
article-divider	[155, 887, 264, 888]
article-paragraph: Brighton Hack, 7 furlongs.—Warsaw 1, British Port 2, Sant Roselier 3. Won by two lengths. Scratched: Sacha. Time, 1min 30sec.	[553, 606, 682, 640]
article	[281, 156, 410, 575]
article-paragraph: United Press Association—By Electric Telegraph—Copyright. Perth, June 3.	[281, 811, 410, 829]
article-paragraph: Wootton rode three winners at Hurst Park.	[559, 130, 681, 139]
article-divider	[427, 509, 536, 510]
article	[689, 1199, 818, 1429]
article-divider	[699, 870, 808, 871]
article-paragraph: The Times' regular correspondent at Pekin and the Times' special correspondent who was sent to Tokio, jointly investigated the Fakumen railway dispute. They were shown proofs that China rejected conciliatory proposals before suggesting arbitration with regard to Japan's proposals, whereon she was still prepared to resume negotiations and intended to obviate the danger of the extension of the Fakumen line towards Tsitsihar.	[145, 80, 274, 175]
article-paragraph: Children's winter garments; big stocks now on hand at the Bon Marche, Feilding. Bring your girls and boys along; we can fit them out at moderate cost with boots and shoes, underwear, suits or dresses, coats and head gear.—Spence and Spence.	[281, 1043, 410, 1095]
article-heading: SOUTH AFRICA.	[33, 248, 114, 260]
article-paragraph: The granting of a patent is a country's reward of originality and perseverance. Patents may be obtained in practically every country in the world. Patent information will be supplied by HENRY HUGHES, Patent Agent, Queen's Chambers, Wellington. A pamphlet 'Advice to Inventors' will be posted free on application.	[825, 1121, 955, 1190]
